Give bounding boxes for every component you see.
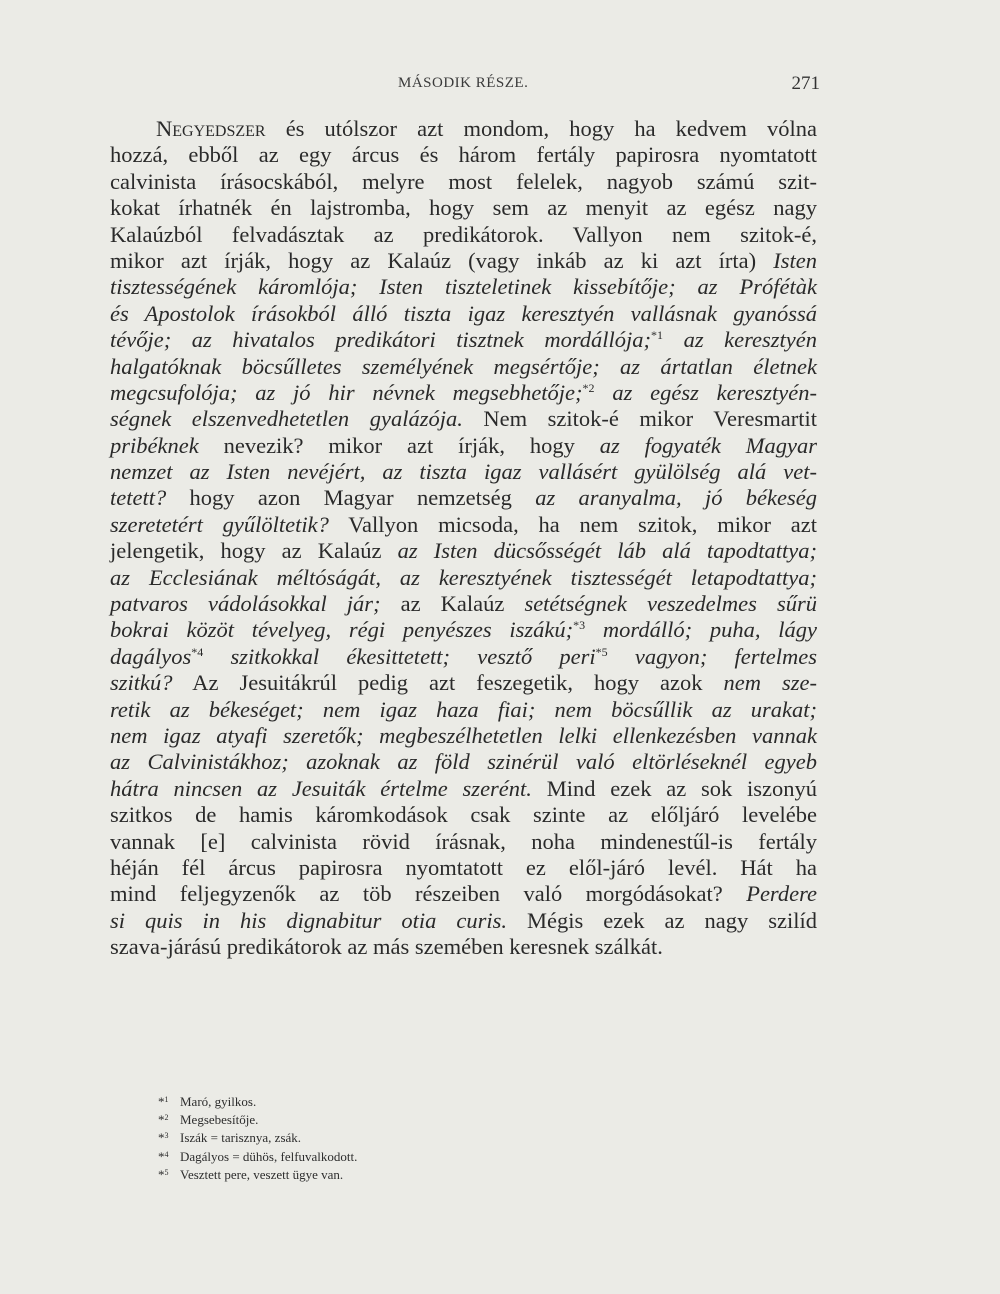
running-head [110, 73, 820, 97]
text-line: megcsufolója; az jó hir névnek megsebhetője;$^{*2}$ az egész keresztyén- [110, 379, 817, 405]
footnote-ref: *5 [595, 644, 608, 659]
footnotes [158, 1093, 558, 1184]
text-line: calvinista írásocskából, melyre most felelek, nagyob számú szit- [110, 168, 817, 194]
footnote: *$^2$ Megsebesítője. [158, 1112, 259, 1128]
text-line: nemzet az Isten nevéjért, az tiszta igaz vallásért gyülölség alá vet- [110, 459, 817, 485]
text-line: tisztességének káromlója; Isten tiszteletinek kissebítője; az Prófétàk [110, 274, 817, 300]
page-number: 271 [791, 73, 820, 94]
text-line: Negyedszer és utólszor azt mondom, hogy ha kedvem vólna [156, 116, 817, 141]
footnote: *$^4$ Dagályos = dühös, felfuvalkodott. [158, 1148, 358, 1164]
text-line: patvaros vádolásokkal jár; az Kalaúz setétségnek veszedelmes sűrü [110, 591, 817, 617]
text-line: szitkú? Az Jesuitákrúl pedig azt feszegetik, hogy azok nem sze- [110, 670, 817, 696]
text-line: jelengetik, hogy az Kalaúz az Isten dücsősségét láb alá tapodtattya; [110, 538, 817, 564]
text-line: vannak [e] calvinista rövid írásnak, noha mindenestűl-is fertály [110, 828, 817, 854]
main-text [110, 116, 817, 961]
text-line: hozzá, ebből az egy árcus és három fertály papirosra nyomtatott [110, 142, 817, 168]
text-line: az Calvinistákhoz; azoknak az föld szinérül való eltörléseknél egyeb [110, 749, 817, 775]
text-line: az Ecclesiának méltóságát, az keresztyének tisztességét letapodtattya; [110, 564, 817, 590]
footnote: *$^1$ Maró, gyilkos. [158, 1094, 257, 1109]
text-line: mikor azt írják, hogy az Kalaúz (vagy inkáb az ki azt írta) Isten [110, 247, 817, 273]
text-line: pribéknek nevezik? mikor azt írják, hogy az fogyaték Magyar [110, 432, 817, 458]
text-line: szitkos de hamis káromkodások csak szinte az előljáró levelébe [110, 802, 817, 828]
text-line: szava-járású predikátorok az más szemében keresnek szálkát. [110, 934, 663, 960]
footnote-ref: *1 [651, 328, 664, 343]
text-line: si quis in his dignabitur otia curis. Mégis ezek az nagy szilíd [110, 907, 817, 933]
text-line: tévője; az hivatalos predikátori tisztnek mordállója;$^{*1}$ az keresztyén [110, 327, 817, 353]
footnote-ref: *2 [582, 380, 595, 395]
text-line: dagályos$^{*4}$ szitkokkal ékesittetett; vesztő peri$^{*5}$ vagyon; fertelmes [110, 643, 817, 669]
footnote: *$^5$ Vesztett pere, veszett ügye van. [158, 1166, 344, 1182]
text-line: ségnek elszenvedhetetlen gyalázója. Nem szitok-é mikor Veresmartit [110, 406, 818, 432]
text-line: kokat írhatnék én lajstromba, hogy sem az menyit az egész nagy [110, 195, 817, 221]
text-line: mind feljegyzenők az töb részeiben való morgódásokat? Perdere [110, 881, 817, 907]
footnote: *$^3$ Iszák = tarisznya, zsák. [158, 1130, 302, 1146]
text-line: Kalaúzból felvadásztak az predikátorok. Vallyon nem szitok-é, [110, 221, 817, 247]
text-line: bokrai közöt tévelyeg, régi penyészes iszákú;$^{*3}$ mordálló; puha, lágy [110, 617, 818, 643]
running-title: MÁSODIK RÉSZE. [398, 75, 529, 91]
footnote-ref: *4 [191, 644, 204, 659]
text-line: halgatóknak böcsűlletes személyének megsértője; az ártatlan életnek [110, 353, 817, 379]
drop-word: Negyedszer [156, 116, 266, 141]
text-line: szeretetért gyűlöltetik? Vallyon micsoda, ha nem szitok, mikor azt [110, 511, 817, 537]
text-line: héján fél árcus papirosra nyomtatott ez elől-járó levél. Hát ha [110, 854, 817, 880]
text-line: és Apostolok írásokból álló tiszta igaz keresztyén vallásnak gyanóssá [110, 300, 817, 326]
text-line: retik az békeséget; nem igaz haza fiai; nem böcsűllik az urakat; [110, 696, 817, 722]
text-line: hátra nincsen az Jesuiták értelme szerént. Mind ezek az sok iszonyú [110, 775, 817, 801]
text-line: tetett? hogy azon Magyar nemzetség az aranyalma, jó békeség [110, 485, 817, 511]
text-line: nem igaz atyafi szeretők; megbeszélhetetlen lelki ellenkezésben vannak [110, 722, 817, 748]
footnote-ref: *3 [573, 618, 586, 633]
